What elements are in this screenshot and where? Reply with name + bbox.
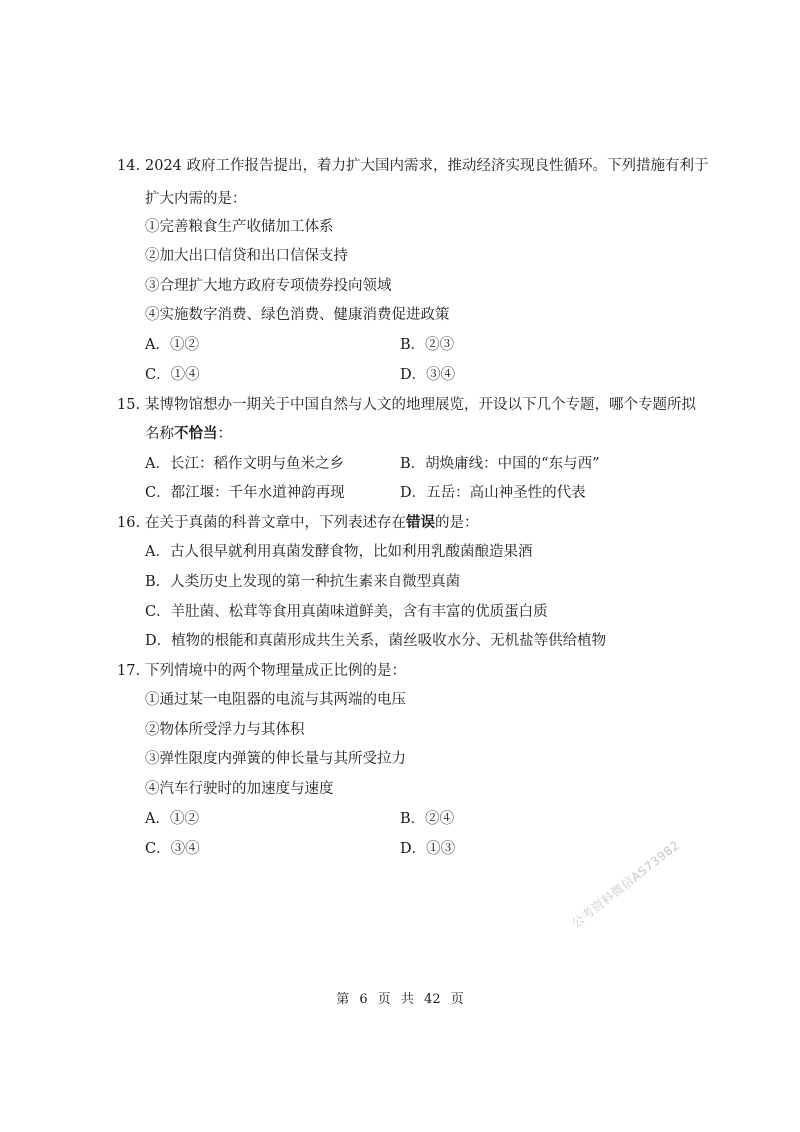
stem-emphasis: 不恰当 xyxy=(174,425,218,442)
stem-emphasis: 错误 xyxy=(406,514,435,531)
option-b[interactable]: B．胡焕庸线：中国的“东与西” xyxy=(400,456,600,472)
stem-prefix: 名称 xyxy=(145,426,174,442)
question-stem: 下列情境中的两个物理量成正比例的是： xyxy=(145,663,406,679)
option-d[interactable]: D．五岳：高山神圣性的代表 xyxy=(400,485,586,501)
statement-3: ③弹性限度内弹簧的伸长量与其所受拉力 xyxy=(145,751,406,767)
question-stem xyxy=(145,513,479,533)
question-stem-line1: 某博物馆想办一期关于中国自然与人文的地理展览，开设以下几个专题，哪个专题所拟 xyxy=(145,397,696,413)
option-b[interactable]: B．人类历史上发现的第一种抗生素来自微型真菌 xyxy=(145,574,461,590)
option-b[interactable]: B．②④ xyxy=(400,811,455,827)
question-number: 17. xyxy=(117,663,141,679)
option-d[interactable]: D．植物的根能和真菌形成共生关系，菌丝吸收水分、无机盐等供给植物 xyxy=(145,633,607,649)
option-c[interactable]: C．都江堰：千年水道神韵再现 xyxy=(145,485,345,501)
statement-4: ④实施数字消费、绿色消费、健康消费促进政策 xyxy=(145,307,450,323)
option-b[interactable]: B．②③ xyxy=(400,337,455,353)
question-number: 15. xyxy=(117,397,141,413)
stem-prefix: 在关于真菌的科普文章中，下列表述存在 xyxy=(145,515,406,531)
page-footer: 第 6 页 共 42 页 xyxy=(336,992,464,1007)
option-a[interactable]: A．①② xyxy=(145,337,199,353)
option-a[interactable]: A．长江：稻作文明与鱼米之乡 xyxy=(145,456,344,472)
question-number: 16. xyxy=(117,515,141,531)
statement-1: ①完善粮食生产收储加工体系 xyxy=(145,219,334,235)
option-c[interactable]: C．①④ xyxy=(145,367,200,383)
statement-1: ①通过某一电阻器的电流与其两端的电压 xyxy=(145,692,406,708)
statement-2: ②物体所受浮力与其体积 xyxy=(145,722,305,738)
option-c[interactable]: C．③④ xyxy=(145,841,200,857)
question-stem-line1: 2024 政府工作报告提出，着力扩大国内需求，推动经济实现良性循环。下列措施有利于 xyxy=(145,158,709,174)
option-a[interactable]: A．①② xyxy=(145,811,199,827)
option-d[interactable]: D．③④ xyxy=(400,367,456,383)
stem-suffix: ： xyxy=(217,426,232,442)
option-a[interactable]: A．古人很早就利用真菌发酵食物，比如利用乳酸菌酿造果酒 xyxy=(145,544,533,560)
question-stem-line2 xyxy=(145,424,232,444)
question-stem-line2: 扩大内需的是： xyxy=(145,191,247,207)
question-number: 14. xyxy=(117,158,141,174)
statement-4: ④汽车行驶时的加速度与速度 xyxy=(145,781,334,797)
option-c[interactable]: C．羊肚菌、松茸等食用真菌味道鲜美，含有丰富的优质蛋白质 xyxy=(145,604,548,620)
option-d[interactable]: D．①③ xyxy=(400,841,456,857)
statement-2: ②加大出口信贷和出口信保支持 xyxy=(145,248,348,264)
watermark: 公考资料微信AS73982 xyxy=(569,837,683,931)
stem-suffix: 的是： xyxy=(435,515,479,531)
statement-3: ③合理扩大地方政府专项债券投向领域 xyxy=(145,278,392,294)
